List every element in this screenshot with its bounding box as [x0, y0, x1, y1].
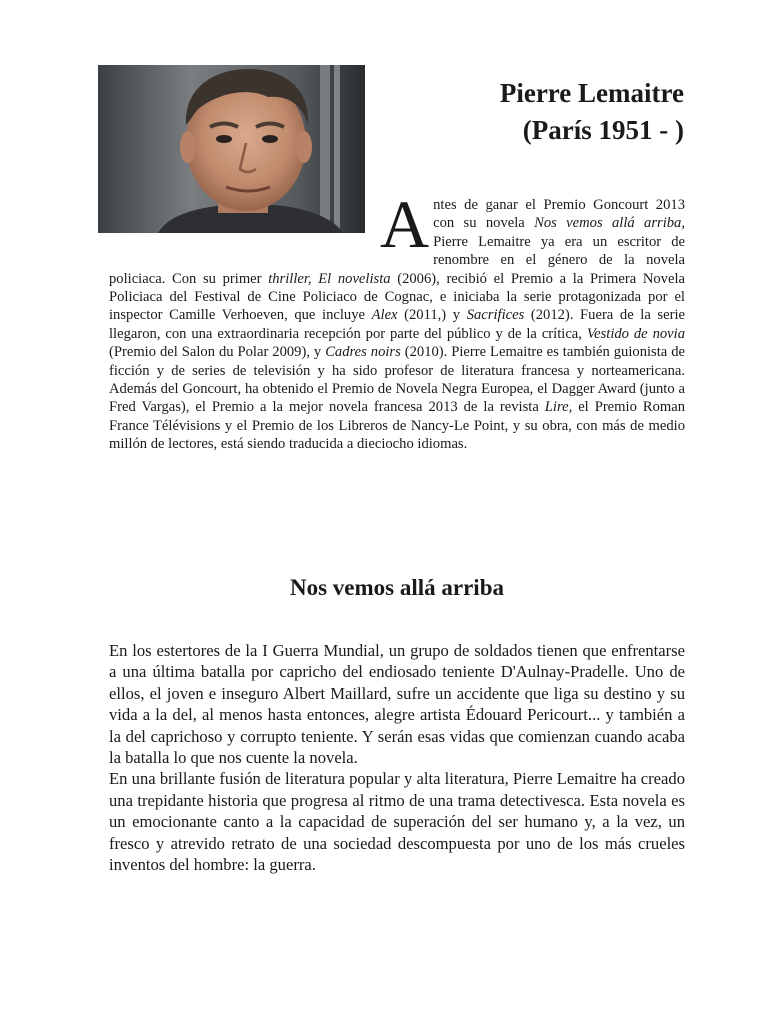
- biography-italic-title: Cadres noirs: [325, 344, 401, 361]
- photo-spacer: [109, 196, 380, 252]
- biography-italic-title: Alex: [371, 307, 398, 324]
- biography-text-run: (2006), recibió el Premio a la Primera Novela Policiaca del Festival de Cine Policiaco de Cognac, e iniciaba la serie protagonizada por el inspector Camille Verhoeven, que incluye: [109, 270, 685, 324]
- biography-italic-title: Sacrifices: [466, 307, 525, 324]
- biography-italic-title: Lire,: [544, 399, 573, 416]
- biography-text-run: (2010). Pierre Lemaitre es también guionista de ficción y de series de televisión y ha sido profesor de literatura francesa y norteamericana. Además del Goncourt, ha obtenido el Premio de Novela Negra Europea, el Dagger Award (junto a Fred Vargas), el Premio a la mejor novela francesa 2013 de la revista: [109, 344, 685, 416]
- biography-text-run: (2012). Fuera de la serie llegaron, con una extraordinaria recepción por parte del público y de la crítica,: [109, 307, 685, 342]
- biography-text-run: Pierre Lemaitre ya era un escritor de renombre en el género de la novela policiaca. Con su primer: [109, 233, 685, 287]
- book-title: Nos vemos allá arriba: [289, 575, 504, 600]
- book-synopsis: [109, 640, 685, 875]
- author-dates: (París 1951 - ): [522, 115, 684, 145]
- biography-text-run: el Premio Roman France Télévisions y el Premio de los Libreros de Nancy-Le Point, y su obra, con más de medio millón de lectores, está siendo traducida a dieciocho idiomas.: [109, 399, 685, 453]
- biography-text-run: ntes de ganar el Premio Goncourt 2013 con su novela: [433, 197, 685, 232]
- biography-italic-title: Nos vemos allá arriba,: [534, 215, 685, 232]
- author-name: Pierre Lemaitre: [499, 78, 684, 108]
- author-biography: [109, 186, 685, 454]
- biography-italic-title: thriller, El novelista: [268, 270, 391, 287]
- biography-text-run: (Premio del Salon du Polar 2009), y: [109, 344, 326, 361]
- synopsis-paragraph: En una brillante fusión de literatura popular y alta literatura, Pierre Lemaitre ha creado una trepidante historia que progresa al ritmo de una trama detectivesca. Esta novela es un emocionante canto a la capacidad de superación del ser humano y, a la vez, un fresco y atrevido retrato de una sociedad descompuesta por uno de los más crueles inventos del hombre: la guerra.: [109, 769, 685, 875]
- biography-text-run: (2011,) y: [397, 307, 467, 324]
- biography-italic-title: Vestido de novia: [586, 325, 685, 342]
- drop-cap: A: [380, 186, 430, 262]
- synopsis-paragraph: En los estertores de la I Guerra Mundial, un grupo de soldados tienen que enfrentarse a una última batalla por capricho del endiosado teniente D'Aulnay-Pradelle. Uno de ellos, el joven e inseguro Albert Maillard, sufre un accidente que liga su destino y su vida a la del, al menos hasta entonces, alegre artista Édouard Pericourt... y también a la del caprichoso y corrupto teniente. Y serán esas vidas que comienzan cuando acaba la batalla lo que nos cuente la novela.: [109, 641, 685, 768]
